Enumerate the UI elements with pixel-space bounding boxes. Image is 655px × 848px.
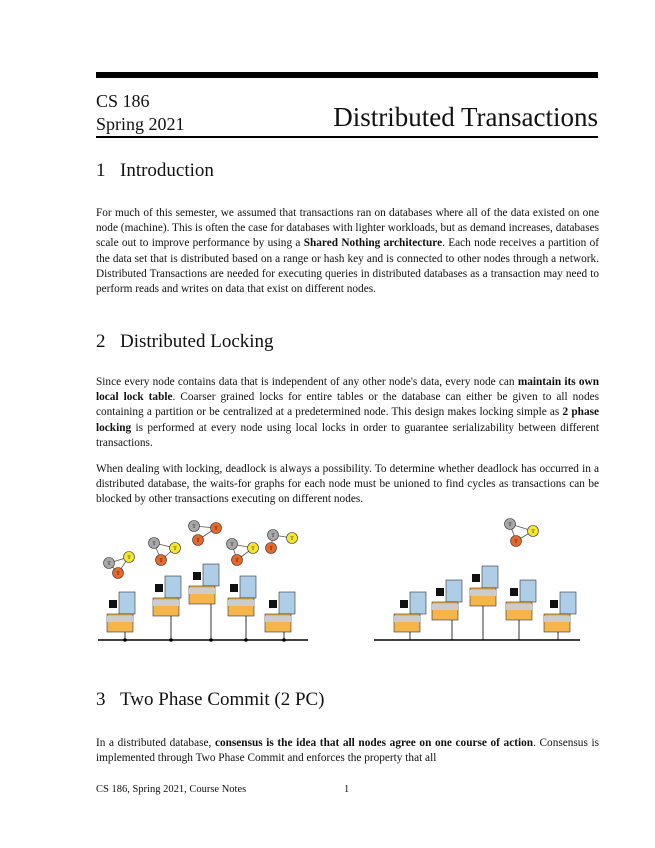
svg-text:T: T xyxy=(159,559,163,564)
section-2-heading xyxy=(96,331,274,353)
graph-node xyxy=(287,533,298,544)
computer-node xyxy=(265,592,295,640)
section-2-paragraph-2: When dealing with locking, deadlock is always a possibility. To determine whether deadlock has occurred in a distributed database, the waits-for graphs for each node must be unioned to find cycles as transactions can be blocked by other transactions executing on different nodes. xyxy=(96,463,599,506)
header-course-info xyxy=(96,90,185,136)
text-run: . Consensus is implemented through Two Phase Commit and enforces the property that all xyxy=(96,737,599,765)
figure-unioned-waits-for-graph xyxy=(370,512,600,644)
computer-node xyxy=(189,564,219,640)
bold-term: Shared Nothing architecture xyxy=(303,237,443,250)
bold-term: consensus is the idea that all nodes agree on one course of action xyxy=(214,737,534,749)
computer-node xyxy=(228,576,256,640)
section-title: Introduction xyxy=(120,160,214,181)
svg-text:T: T xyxy=(196,539,200,544)
graph-node xyxy=(505,519,516,530)
text-run: In a distributed database, xyxy=(96,737,215,749)
graph-node xyxy=(268,530,279,541)
svg-text:T: T xyxy=(230,543,234,548)
svg-text:T: T xyxy=(214,527,218,532)
graph-node xyxy=(528,526,539,537)
svg-text:T: T xyxy=(235,559,239,564)
section-2-paragraph-1 xyxy=(96,375,599,451)
graph-node xyxy=(104,558,115,569)
transaction-nodes xyxy=(104,521,298,579)
network-bus xyxy=(98,638,308,642)
text-run: is performed at every node using local locks in order to guarantee serializability between different transactions. xyxy=(96,421,599,449)
graph-node xyxy=(266,543,277,554)
header-bottom-rule xyxy=(96,136,598,138)
graph-node xyxy=(113,568,124,579)
svg-text:T: T xyxy=(508,523,512,528)
page-title: Distributed Transactions xyxy=(333,102,598,132)
bold-term: maintain its own local lock table xyxy=(96,376,599,404)
text-run: . Each node receives a partition of the data set that is distributed based on a range or hash key and is connected to other nodes through a network. Distributed Transactions are needed for executing queries in distributed databases as a transaction may need to perform reads and writes on data that exist on different nodes. xyxy=(96,237,599,296)
computer-node xyxy=(153,576,181,640)
text-run: Since every node contains data that is independent of any other node's data, every node can xyxy=(96,376,518,388)
svg-text:T: T xyxy=(173,547,177,552)
section-3-heading xyxy=(96,689,325,711)
computer-node xyxy=(432,580,462,640)
computer-node xyxy=(470,566,498,640)
svg-text:T: T xyxy=(251,547,255,552)
graph-node xyxy=(156,555,167,566)
graph-node xyxy=(189,521,200,532)
svg-text:T: T xyxy=(152,542,156,547)
computer-node xyxy=(544,592,576,640)
section-title: Distributed Locking xyxy=(120,331,274,352)
svg-text:T: T xyxy=(192,525,196,530)
figure-local-waits-for-graphs xyxy=(96,518,316,644)
graph-node xyxy=(232,555,243,566)
course-term: Spring 2021 xyxy=(96,114,185,134)
computer-node xyxy=(107,592,135,640)
section-1-paragraph-1 xyxy=(96,206,599,297)
server-computers xyxy=(394,566,576,640)
svg-text:T: T xyxy=(127,556,131,561)
svg-text:T: T xyxy=(290,537,294,542)
svg-text:T: T xyxy=(514,540,518,545)
svg-text:T: T xyxy=(531,530,535,535)
graph-node xyxy=(248,543,259,554)
header-top-rule xyxy=(96,72,598,78)
graph-edges xyxy=(109,526,292,573)
section-title: Two Phase Commit (2 PC) xyxy=(120,689,325,710)
svg-text:T: T xyxy=(271,534,275,539)
bold-term: 2 phase locking xyxy=(96,406,599,434)
svg-text:T: T xyxy=(269,547,273,552)
graph-node xyxy=(211,523,222,534)
footer-course-notes: CS 186, Spring 2021, Course Notes xyxy=(96,784,247,795)
text-run: . Coarser grained locks for entire tables or the database can either be given to all nodes containing a partition or be centralized at a predetermined node. This design makes locking simple as xyxy=(96,391,599,419)
section-1-heading xyxy=(96,160,214,182)
computer-node xyxy=(506,580,536,640)
svg-text:T: T xyxy=(116,572,120,577)
text-run: For much of this semester, we assumed that transactions ran on databases where all of the data existed on one node (machine). This is often the case for databases with lighter workloads, but as demand increases, databases scale out to improve performance by using a xyxy=(96,207,599,250)
section-number: 1 xyxy=(96,160,106,181)
course-name: CS 186 xyxy=(96,91,150,111)
graph-node xyxy=(149,538,160,549)
section-number: 2 xyxy=(96,331,106,352)
svg-text:T: T xyxy=(107,562,111,567)
section-number: 3 xyxy=(96,689,106,710)
page-number: 1 xyxy=(344,784,350,795)
graph-node xyxy=(511,536,522,547)
computer-node xyxy=(394,592,426,640)
graph-node xyxy=(193,535,204,546)
graph-node xyxy=(124,552,135,563)
graph-node xyxy=(170,543,181,554)
section-3-paragraph-1 xyxy=(96,736,599,766)
graph-node xyxy=(227,539,238,550)
server-computers xyxy=(107,564,295,640)
transaction-nodes xyxy=(505,519,539,547)
